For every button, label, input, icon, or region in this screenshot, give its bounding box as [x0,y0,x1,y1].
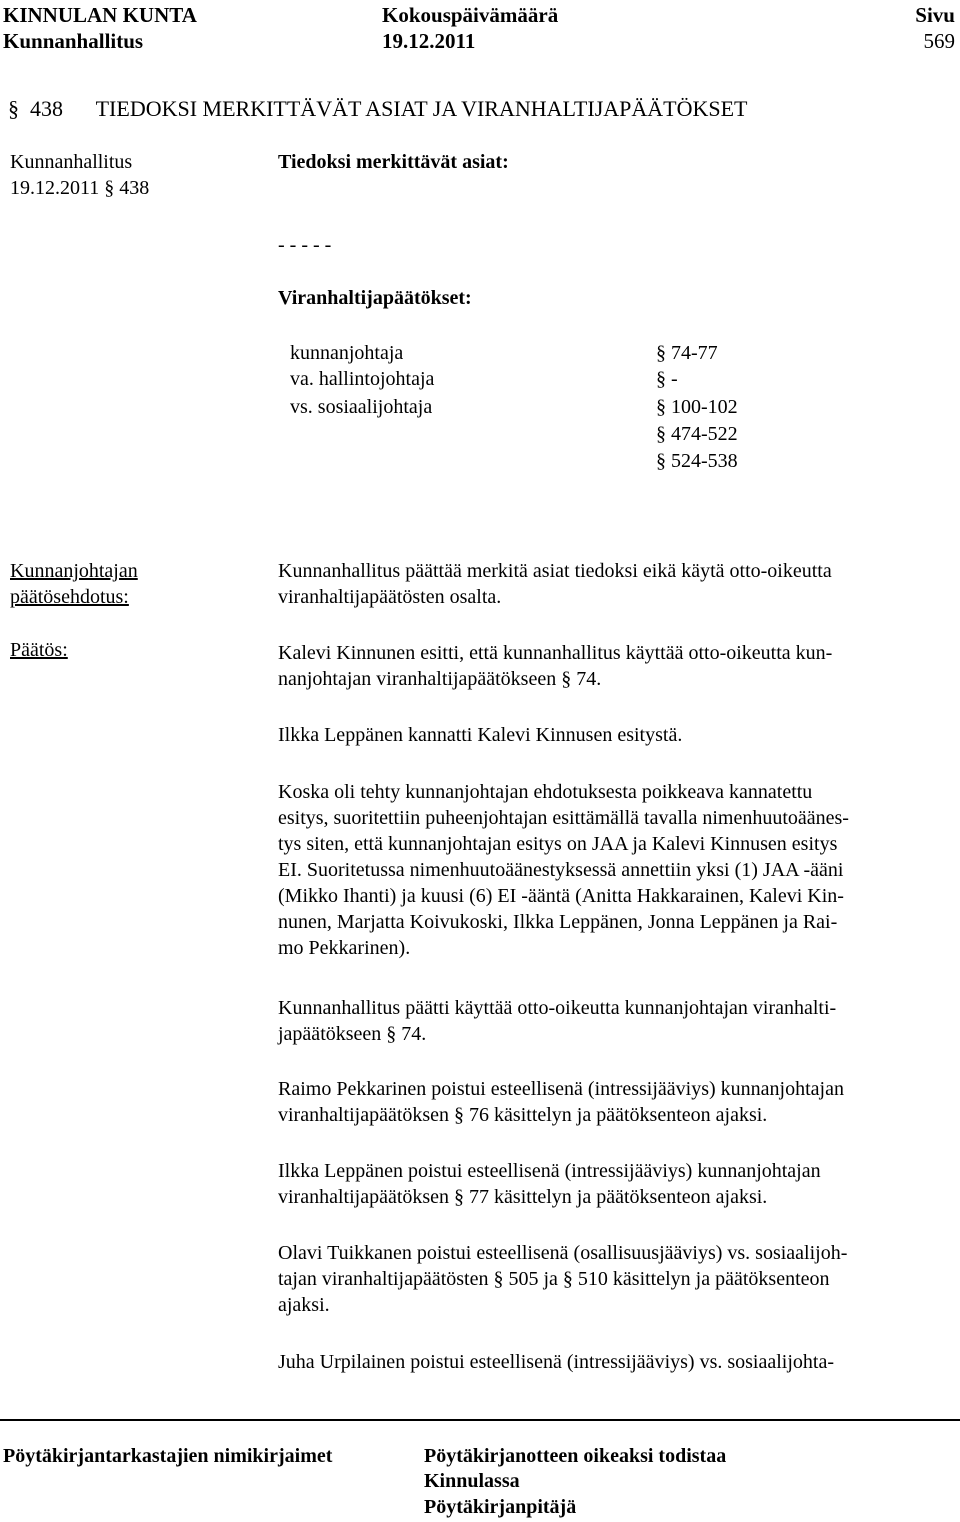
decisions-heading: Viranhaltijapäätökset: [278,287,472,309]
reference-symbol: § [104,177,115,199]
decision-range-4: § 524-538 [656,450,738,472]
section-title [8,94,747,124]
proposal-label-line2: päätösehdotus: [10,586,129,608]
decision-paragraph-5: Raimo Pekkarinen poistui esteellisenä (intressijääviys) kunnanjohtajan viranhaltijapäätöksen § 76 käsittelyn ja päätöksenteon ajaksi. [278,1078,844,1126]
decision-paragraph-4: Kunnanhallitus päätti käyttää otto-oikeutta kunnanjohtajan viranhalti- japäätökseen § 74. [278,997,837,1045]
proposal-label-line1: Kunnanjohtajan [10,560,138,582]
decision-label: Päätös: [10,639,68,661]
decision-paragraph-8: Juha Urpilainen poistui esteellisenä (intressijääviys) vs. sosiaalijohta- [278,1351,834,1373]
footer-rule [0,1419,960,1421]
footer-certify-label: Pöytäkirjanotteen oikeaksi todistaa [424,1445,727,1467]
reference-line [10,175,149,201]
decision-role-1: va. hallintojohtaja [290,368,435,390]
org-name: KINNULAN KUNTA [3,3,197,27]
decision-range-1: § - [656,368,678,390]
meeting-date: 19.12.2011 [382,29,476,53]
decision-paragraph-1: Kalevi Kinnunen esitti, että kunnanhallitus käyttää otto-oikeutta kun- nanjohtajan viranhaltijapäätökseen § 74. [278,642,833,690]
reference-body: Kunnanhallitus [10,151,133,173]
decision-paragraph-3: Koska oli tehty kunnanjohtajan ehdotuksesta poikkeava kannatettu esitys, suoritettiin puheenjohtajan esittämällä tavalla nimenhuutoäänes- tys siten, että kunnanjohtajan esitys on JAA ja Kalevi Kinnusen esitys EI. Suoritetussa nimenhuutoäänestyksessä annettiin yksi (1) JAA -ääni (Mikko Ihanti) ja kuusi (6) EI -ääntä (Anitta Hakkarainen, Kalevi Kin- nunen, Marjatta Koivukoski, Ilkka Leppänen, Jonna Leppänen ja Rai- mo Pekkarinen). [278,781,849,959]
date-label: Kokouspäivämäärä [382,3,559,27]
decision-range-3: § 474-522 [656,423,738,445]
decision-paragraph-7: Olavi Tuikkanen poistui esteellisenä (osallisuusjääviys) vs. sosiaalijoh- tajan viranhaltijapäätösten § 505 ja § 510 käsittelyn ja päätöksenteon ajaksi. [278,1242,848,1316]
info-heading: Tiedoksi merkittävät asiat: [278,151,509,173]
body-name: Kunnanhallitus [3,29,144,53]
decision-paragraph-2: Ilkka Leppänen kannatti Kalevi Kinnusen esitystä. [278,724,683,746]
page-number: 569 [923,29,955,53]
proposal-text: Kunnanhallitus päättää merkitä asiat tiedoksi eikä käytä otto-oikeutta viranhaltijapäätösten osalta. [278,560,832,608]
decision-role-0: kunnanjohtaja [290,342,404,364]
footer-secretary-label: Pöytäkirjanpitäjä [424,1496,577,1518]
section-number: 438 [30,96,63,121]
reference-date: 19.12.2011 [10,177,100,199]
section-symbol: § [8,96,19,121]
page-label: Sivu [915,3,955,27]
footer-place: Kinnulassa [424,1470,520,1492]
reference-number: 438 [119,177,150,199]
decision-paragraph-6: Ilkka Leppänen poistui esteellisenä (intressijääviys) kunnanjohtajan viranhaltijapäätöksen § 77 käsittelyn ja päätöksenteon ajaksi. [278,1160,821,1208]
decision-role-2: vs. sosiaalijohtaja [290,396,433,418]
decision-range-2: § 100-102 [656,396,738,418]
info-dashes: - - - - - [278,234,332,256]
footer-initials-label: Pöytäkirjantarkastajien nimikirjaimet [3,1445,333,1467]
decision-range-0: § 74-77 [656,342,718,364]
section-heading: TIEDOKSI MERKITTÄVÄT ASIAT JA VIRANHALTIJAPÄÄTÖKSET [95,96,748,121]
